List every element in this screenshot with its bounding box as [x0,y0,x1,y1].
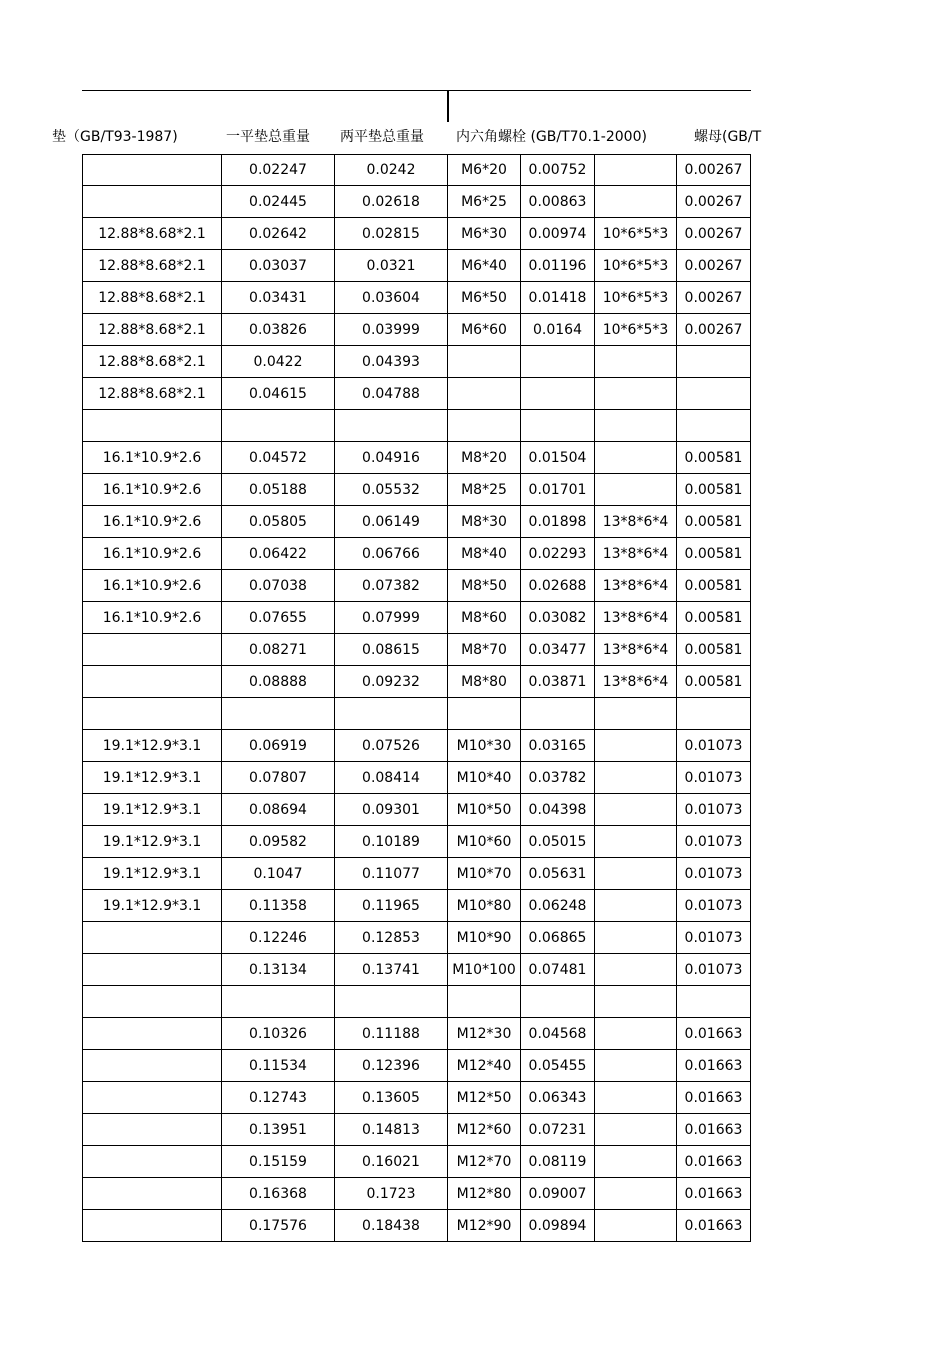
one-flat-total-cell: 0.12246 [222,922,335,953]
bolt-spec-cell: M12*50 [448,1082,521,1113]
washer-size-cell: 16.1*10.9*2.6 [82,506,222,537]
bolt-weight-cell: 0.01418 [521,282,595,313]
header-spring-washer: 垫（GB/T93-1987) [52,129,178,145]
nut-weight-cell: 0.01073 [677,890,751,921]
two-flat-total-cell: 0.11077 [335,858,448,889]
nut-weight-cell: 0.00267 [677,218,751,249]
washer-size-cell [82,410,222,441]
bolt-weight-cell: 0.07481 [521,954,595,985]
two-flat-total-cell: 0.11188 [335,1018,448,1049]
nut-weight-cell: 0.00581 [677,474,751,505]
two-flat-total-cell: 0.06149 [335,506,448,537]
one-flat-total-cell: 0.08888 [222,666,335,697]
washer-size-cell: 19.1*12.9*3.1 [82,890,222,921]
washer-dim-cell [595,346,677,377]
bolt-spec-cell: M6*30 [448,218,521,249]
two-flat-total-cell: 0.05532 [335,474,448,505]
washer-dim-cell [595,378,677,409]
washer-size-cell: 19.1*12.9*3.1 [82,826,222,857]
table-row [82,634,751,666]
two-flat-total-cell: 0.06766 [335,538,448,569]
bolt-weight-cell: 0.05455 [521,1050,595,1081]
washer-size-cell [82,922,222,953]
bolt-weight-cell: 0.06248 [521,890,595,921]
nut-weight-cell: 0.01663 [677,1050,751,1081]
washer-dim-cell [595,1050,677,1081]
two-flat-total-cell: 0.12853 [335,922,448,953]
bolt-weight-cell: 0.09007 [521,1178,595,1209]
washer-size-cell [82,698,222,729]
table-row [82,442,751,474]
one-flat-total-cell: 0.10326 [222,1018,335,1049]
washer-dim-cell [595,730,677,761]
washer-size-cell: 16.1*10.9*2.6 [82,538,222,569]
header-nut: 螺母(GB/T [694,129,762,145]
two-flat-total-cell: 0.04788 [335,378,448,409]
two-flat-total-cell: 0.09232 [335,666,448,697]
header-two-flat-washer-total: 两平垫总重量 [340,129,424,145]
one-flat-total-cell [222,410,335,441]
washer-dim-cell [595,1082,677,1113]
washer-dim-cell [595,698,677,729]
washer-dim-cell: 13*8*6*4 [595,666,677,697]
one-flat-total-cell: 0.08694 [222,794,335,825]
washer-dim-cell [595,410,677,441]
one-flat-total-cell: 0.11534 [222,1050,335,1081]
nut-weight-cell: 0.00581 [677,538,751,569]
bolt-spec-cell: M8*60 [448,602,521,633]
one-flat-total-cell: 0.12743 [222,1082,335,1113]
bolt-weight-cell: 0.00863 [521,186,595,217]
bolt-weight-cell: 0.04568 [521,1018,595,1049]
table-row [82,698,751,730]
table-row [82,314,751,346]
table-row [82,378,751,410]
one-flat-total-cell: 0.07655 [222,602,335,633]
one-flat-total-cell: 0.02445 [222,186,335,217]
bolt-weight-cell: 0.01504 [521,442,595,473]
washer-dim-cell: 13*8*6*4 [595,634,677,665]
two-flat-total-cell: 0.16021 [335,1146,448,1177]
one-flat-total-cell: 0.0422 [222,346,335,377]
bolt-spec-cell: M6*20 [448,155,521,185]
washer-size-cell: 12.88*8.68*2.1 [82,250,222,281]
bolt-spec-cell: M8*70 [448,634,521,665]
bolt-spec-cell [448,986,521,1017]
washer-dim-cell [595,858,677,889]
bolt-weight-cell: 0.01196 [521,250,595,281]
two-flat-total-cell: 0.10189 [335,826,448,857]
washer-size-cell: 12.88*8.68*2.1 [82,378,222,409]
washer-size-cell: 12.88*8.68*2.1 [82,218,222,249]
two-flat-total-cell: 0.02618 [335,186,448,217]
bolt-spec-cell: M8*40 [448,538,521,569]
nut-weight-cell: 0.00267 [677,186,751,217]
table-row [82,1178,751,1210]
washer-size-cell [82,1050,222,1081]
table-row [82,1050,751,1082]
one-flat-total-cell: 0.03037 [222,250,335,281]
one-flat-total-cell: 0.15159 [222,1146,335,1177]
header-one-flat-washer-total: 一平垫总重量 [226,129,310,145]
two-flat-total-cell: 0.07999 [335,602,448,633]
washer-dim-cell: 13*8*6*4 [595,538,677,569]
two-flat-total-cell: 0.0321 [335,250,448,281]
one-flat-total-cell [222,698,335,729]
one-flat-total-cell [222,986,335,1017]
bolt-weight-cell: 0.02688 [521,570,595,601]
bolt-spec-cell: M10*30 [448,730,521,761]
two-flat-total-cell: 0.08414 [335,762,448,793]
washer-size-cell [82,1146,222,1177]
bolt-weight-cell: 0.01898 [521,506,595,537]
one-flat-total-cell: 0.07807 [222,762,335,793]
two-flat-total-cell [335,410,448,441]
bolt-spec-cell: M12*40 [448,1050,521,1081]
table-row [82,858,751,890]
bolt-weight-cell: 0.03871 [521,666,595,697]
bolt-weight-cell [521,378,595,409]
bolt-spec-cell [448,698,521,729]
bolt-spec-cell: M10*90 [448,922,521,953]
nut-weight-cell [677,698,751,729]
two-flat-total-cell: 0.07526 [335,730,448,761]
table-row [82,506,751,538]
washer-size-cell [82,666,222,697]
table-row [82,762,751,794]
bolt-weight-cell: 0.03477 [521,634,595,665]
table-row [82,1114,751,1146]
washer-dim-cell [595,1178,677,1209]
nut-weight-cell: 0.01663 [677,1082,751,1113]
one-flat-total-cell: 0.03826 [222,314,335,345]
table-row [82,186,751,218]
washer-dim-cell [595,1018,677,1049]
one-flat-total-cell: 0.05188 [222,474,335,505]
two-flat-total-cell: 0.04916 [335,442,448,473]
bolt-spec-cell: M10*50 [448,794,521,825]
bolt-weight-cell: 0.00974 [521,218,595,249]
washer-size-cell: 19.1*12.9*3.1 [82,794,222,825]
nut-weight-cell [677,986,751,1017]
nut-weight-cell: 0.01663 [677,1018,751,1049]
bolt-spec-cell: M10*40 [448,762,521,793]
washer-size-cell: 12.88*8.68*2.1 [82,314,222,345]
nut-weight-cell: 0.00581 [677,602,751,633]
nut-weight-cell: 0.00581 [677,570,751,601]
washer-size-cell: 16.1*10.9*2.6 [82,442,222,473]
one-flat-total-cell: 0.03431 [222,282,335,313]
table-row [82,346,751,378]
two-flat-total-cell: 0.03604 [335,282,448,313]
header-hex-socket-bolt: 内六角螺栓 (GB/T70.1-2000) [456,129,647,145]
bolt-spec-cell: M8*20 [448,442,521,473]
table-row [82,666,751,698]
one-flat-total-cell: 0.1047 [222,858,335,889]
bolt-weight-cell: 0.0164 [521,314,595,345]
table-row [82,1018,751,1050]
bolt-spec-cell: M12*90 [448,1210,521,1241]
two-flat-total-cell: 0.03999 [335,314,448,345]
table-row [82,1082,751,1114]
one-flat-total-cell: 0.13134 [222,954,335,985]
two-flat-total-cell: 0.1723 [335,1178,448,1209]
one-flat-total-cell: 0.13951 [222,1114,335,1145]
washer-dim-cell [595,186,677,217]
washer-dim-cell: 10*6*5*3 [595,218,677,249]
table-row [82,730,751,762]
bolt-weight-cell: 0.07231 [521,1114,595,1145]
two-flat-total-cell: 0.14813 [335,1114,448,1145]
top-rule [82,90,751,91]
bolt-spec-cell: M12*80 [448,1178,521,1209]
one-flat-total-cell: 0.04572 [222,442,335,473]
bolt-weight-cell: 0.05631 [521,858,595,889]
washer-size-cell: 12.88*8.68*2.1 [82,346,222,377]
bolt-weight-cell: 0.03165 [521,730,595,761]
bolt-spec-cell: M12*30 [448,1018,521,1049]
washer-dim-cell [595,762,677,793]
nut-weight-cell: 0.01663 [677,1146,751,1177]
table-row [82,538,751,570]
washer-dim-cell [595,1210,677,1241]
washer-size-cell [82,986,222,1017]
nut-weight-cell: 0.00267 [677,282,751,313]
washer-size-cell [82,1210,222,1241]
two-flat-total-cell: 0.18438 [335,1210,448,1241]
two-flat-total-cell: 0.08615 [335,634,448,665]
washer-size-cell [82,634,222,665]
one-flat-total-cell: 0.09582 [222,826,335,857]
two-flat-total-cell: 0.13741 [335,954,448,985]
table-row [82,1146,751,1178]
bolt-weight-cell: 0.06343 [521,1082,595,1113]
two-flat-total-cell [335,986,448,1017]
washer-size-cell: 19.1*12.9*3.1 [82,858,222,889]
washer-size-cell: 12.88*8.68*2.1 [82,282,222,313]
bolt-spec-cell [448,410,521,441]
bolt-spec-cell: M8*25 [448,474,521,505]
two-flat-total-cell: 0.09301 [335,794,448,825]
bolt-spec-cell: M12*60 [448,1114,521,1145]
nut-weight-cell: 0.01073 [677,794,751,825]
nut-weight-cell: 0.01663 [677,1210,751,1241]
table-row [82,570,751,602]
washer-size-cell: 16.1*10.9*2.6 [82,570,222,601]
washer-size-cell [82,155,222,185]
nut-weight-cell: 0.01073 [677,922,751,953]
two-flat-total-cell: 0.02815 [335,218,448,249]
washer-dim-cell [595,474,677,505]
washer-dim-cell [595,890,677,921]
weight-table [82,154,751,1242]
table-row [82,250,751,282]
two-flat-total-cell: 0.13605 [335,1082,448,1113]
washer-size-cell [82,1178,222,1209]
washer-dim-cell: 10*6*5*3 [595,282,677,313]
washer-dim-cell [595,155,677,185]
nut-weight-cell: 0.00267 [677,250,751,281]
bolt-weight-cell [521,410,595,441]
nut-weight-cell [677,346,751,377]
bolt-spec-cell [448,346,521,377]
one-flat-total-cell: 0.04615 [222,378,335,409]
bolt-weight-cell: 0.03082 [521,602,595,633]
bolt-spec-cell: M6*40 [448,250,521,281]
two-flat-total-cell: 0.0242 [335,155,448,185]
washer-dim-cell: 13*8*6*4 [595,570,677,601]
bolt-spec-cell: M10*100 [448,954,521,985]
table-row [82,218,751,250]
washer-dim-cell: 13*8*6*4 [595,506,677,537]
table-row [82,282,751,314]
washer-size-cell [82,1114,222,1145]
bolt-weight-cell: 0.05015 [521,826,595,857]
table-row [82,826,751,858]
top-divider [447,90,449,122]
one-flat-total-cell: 0.11358 [222,890,335,921]
bolt-weight-cell: 0.04398 [521,794,595,825]
washer-size-cell: 19.1*12.9*3.1 [82,730,222,761]
bolt-spec-cell: M10*80 [448,890,521,921]
washer-dim-cell [595,954,677,985]
washer-size-cell: 16.1*10.9*2.6 [82,602,222,633]
washer-size-cell [82,1082,222,1113]
bolt-spec-cell: M6*60 [448,314,521,345]
table-row [82,602,751,634]
bolt-spec-cell: M10*60 [448,826,521,857]
washer-dim-cell [595,442,677,473]
nut-weight-cell: 0.01663 [677,1178,751,1209]
bolt-weight-cell: 0.06865 [521,922,595,953]
one-flat-total-cell: 0.05805 [222,506,335,537]
table-row [82,922,751,954]
washer-dim-cell [595,922,677,953]
nut-weight-cell: 0.00581 [677,506,751,537]
one-flat-total-cell: 0.16368 [222,1178,335,1209]
bolt-weight-cell: 0.00752 [521,155,595,185]
bolt-spec-cell: M12*70 [448,1146,521,1177]
table-row [82,410,751,442]
one-flat-total-cell: 0.06919 [222,730,335,761]
bolt-spec-cell: M8*50 [448,570,521,601]
washer-size-cell: 19.1*12.9*3.1 [82,762,222,793]
two-flat-total-cell: 0.12396 [335,1050,448,1081]
bolt-spec-cell [448,378,521,409]
one-flat-total-cell: 0.02247 [222,155,335,185]
one-flat-total-cell: 0.17576 [222,1210,335,1241]
bolt-weight-cell [521,986,595,1017]
bolt-spec-cell: M10*70 [448,858,521,889]
washer-dim-cell [595,1114,677,1145]
bolt-weight-cell: 0.01701 [521,474,595,505]
one-flat-total-cell: 0.08271 [222,634,335,665]
nut-weight-cell: 0.00581 [677,666,751,697]
nut-weight-cell [677,410,751,441]
bolt-weight-cell: 0.03782 [521,762,595,793]
one-flat-total-cell: 0.06422 [222,538,335,569]
table-row [82,474,751,506]
table-row [82,154,751,186]
table-row [82,890,751,922]
nut-weight-cell: 0.01073 [677,730,751,761]
washer-size-cell [82,1018,222,1049]
washer-size-cell: 16.1*10.9*2.6 [82,474,222,505]
two-flat-total-cell: 0.11965 [335,890,448,921]
table-row [82,794,751,826]
washer-dim-cell [595,1146,677,1177]
nut-weight-cell: 0.01073 [677,826,751,857]
nut-weight-cell: 0.00581 [677,634,751,665]
bolt-spec-cell: M6*25 [448,186,521,217]
washer-dim-cell: 13*8*6*4 [595,602,677,633]
nut-weight-cell: 0.00581 [677,442,751,473]
bolt-spec-cell: M6*50 [448,282,521,313]
washer-dim-cell [595,986,677,1017]
two-flat-total-cell: 0.07382 [335,570,448,601]
one-flat-total-cell: 0.07038 [222,570,335,601]
bolt-weight-cell: 0.02293 [521,538,595,569]
table-row [82,1210,751,1242]
table-row [82,986,751,1018]
bolt-spec-cell: M8*30 [448,506,521,537]
washer-size-cell [82,186,222,217]
nut-weight-cell: 0.01663 [677,1114,751,1145]
nut-weight-cell: 0.01073 [677,858,751,889]
nut-weight-cell [677,378,751,409]
table-row [82,954,751,986]
washer-dim-cell [595,794,677,825]
washer-size-cell [82,954,222,985]
bolt-weight-cell: 0.08119 [521,1146,595,1177]
nut-weight-cell: 0.01073 [677,762,751,793]
two-flat-total-cell [335,698,448,729]
nut-weight-cell: 0.01073 [677,954,751,985]
nut-weight-cell: 0.00267 [677,155,751,185]
washer-dim-cell [595,826,677,857]
washer-dim-cell: 10*6*5*3 [595,250,677,281]
bolt-weight-cell [521,698,595,729]
bolt-weight-cell [521,346,595,377]
bolt-weight-cell: 0.09894 [521,1210,595,1241]
washer-dim-cell: 10*6*5*3 [595,314,677,345]
two-flat-total-cell: 0.04393 [335,346,448,377]
one-flat-total-cell: 0.02642 [222,218,335,249]
nut-weight-cell: 0.00267 [677,314,751,345]
bolt-spec-cell: M8*80 [448,666,521,697]
